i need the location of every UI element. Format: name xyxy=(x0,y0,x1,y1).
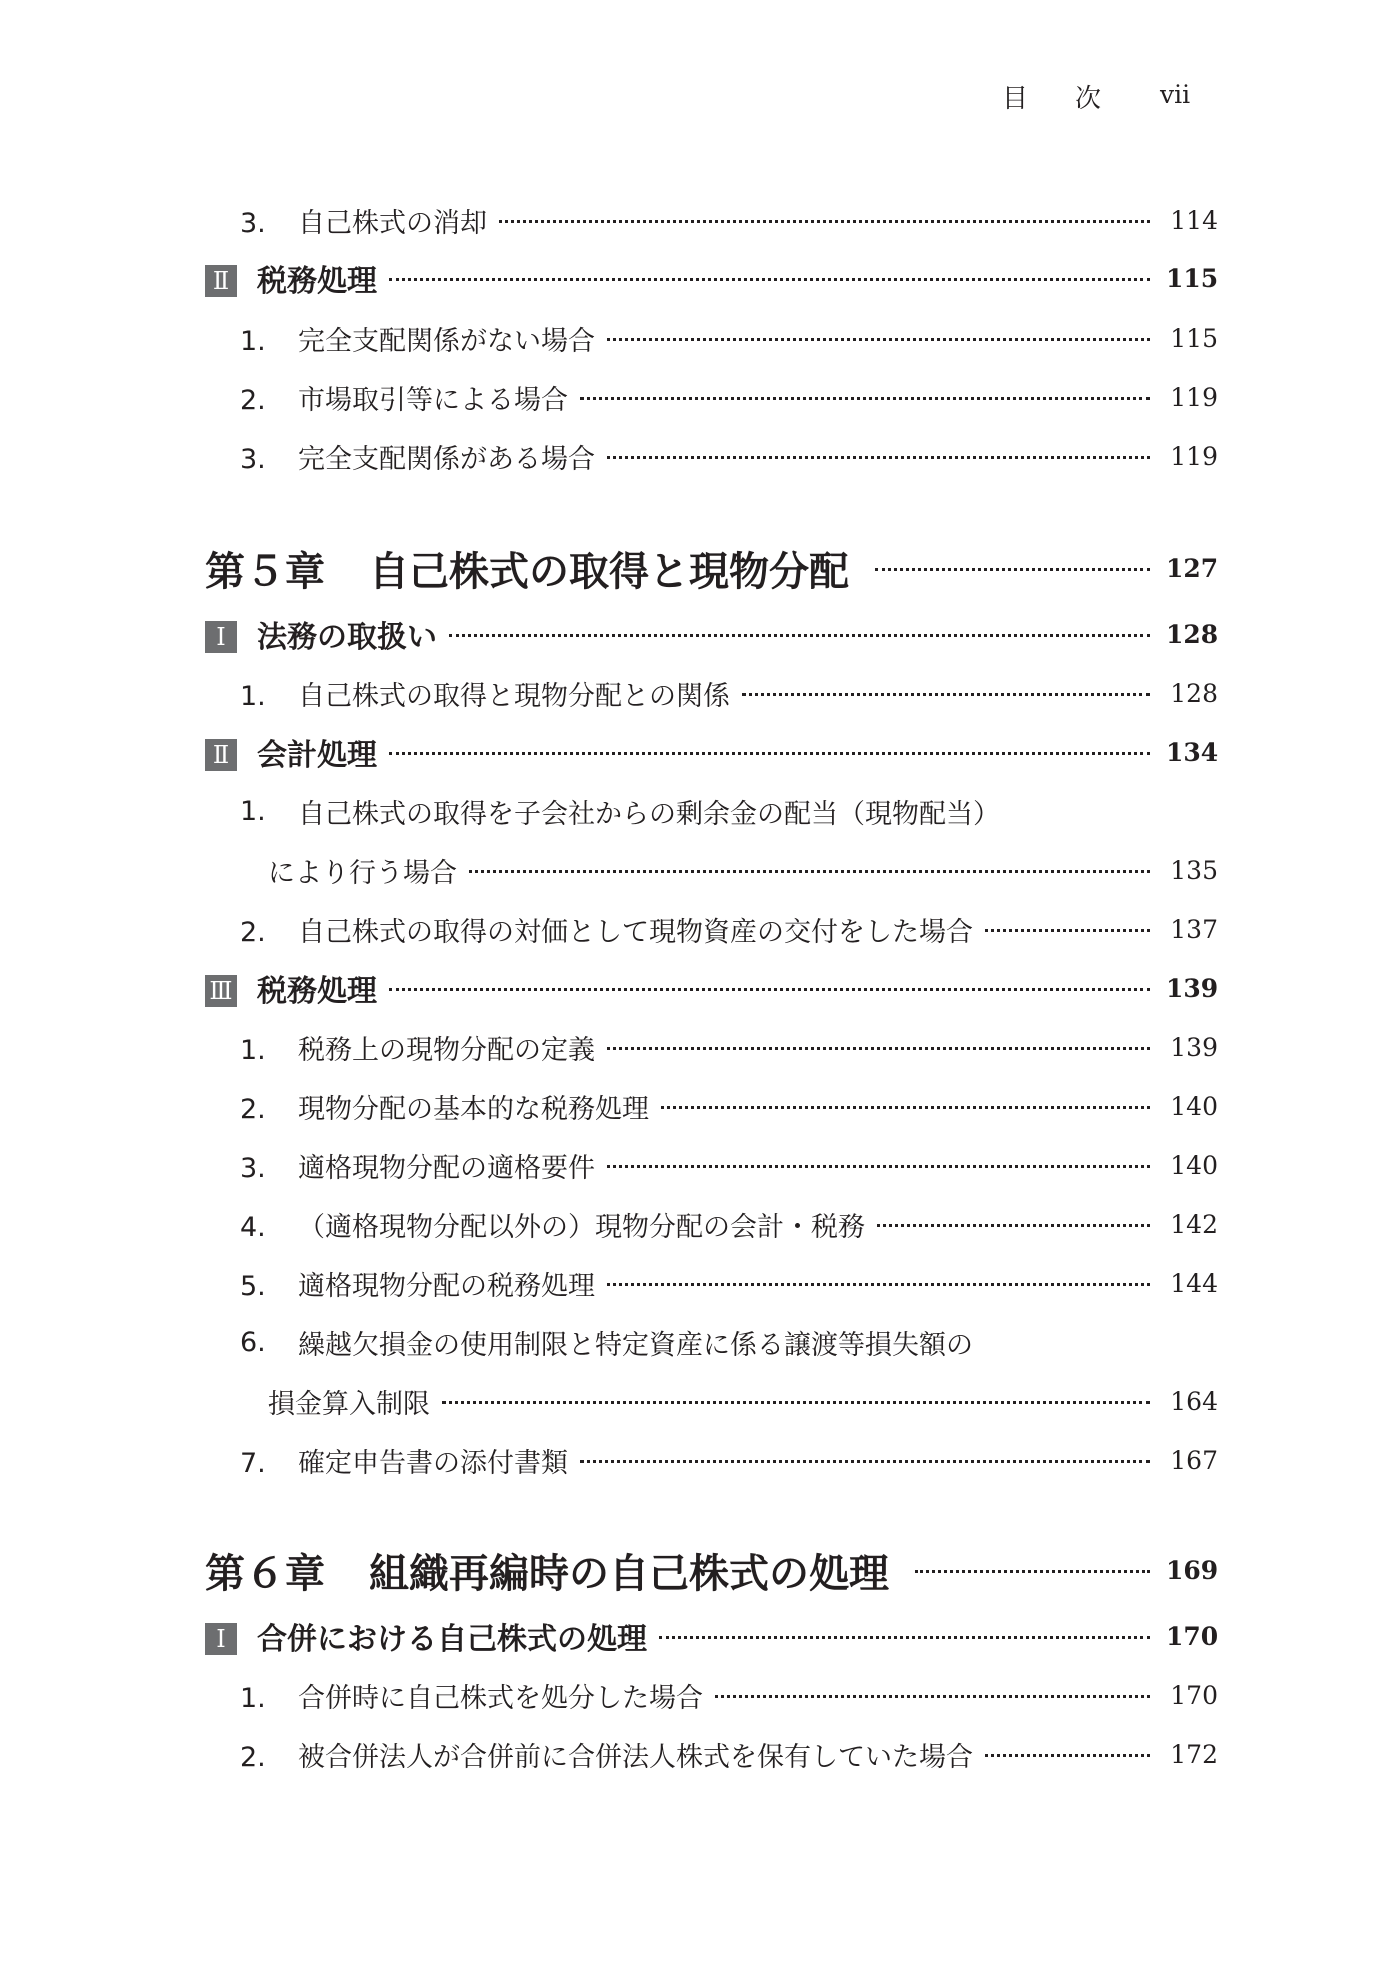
toc-item[interactable] xyxy=(240,1732,1218,1776)
toc-page-number: 140 xyxy=(1170,1091,1218,1121)
toc-page-number: 170 xyxy=(1170,1680,1218,1710)
toc-page-number: 139 xyxy=(1170,1032,1218,1062)
dot-leader xyxy=(580,397,1150,400)
toc-item[interactable] xyxy=(240,1202,1218,1246)
toc-item[interactable] xyxy=(240,1025,1218,1069)
dot-leader xyxy=(389,278,1150,281)
toc-item-title: 税務上の現物分配の定義 xyxy=(298,1034,595,1066)
toc-section-title: 税務処理 xyxy=(257,974,377,1009)
toc-page-number: 172 xyxy=(1170,1739,1218,1769)
toc-item-first-line[interactable] xyxy=(240,1320,973,1364)
toc-section[interactable] xyxy=(205,730,1218,774)
toc-page-number: 134 xyxy=(1166,737,1219,767)
toc-item-number: 2. xyxy=(240,1093,266,1125)
dot-leader xyxy=(877,1224,1150,1227)
toc-item[interactable] xyxy=(240,1084,1218,1128)
toc-item-number: 2. xyxy=(240,916,266,948)
toc-section[interactable] xyxy=(205,612,1218,656)
toc-item-number: 2. xyxy=(240,384,266,416)
toc-item-title: 完全支配関係がある場合 xyxy=(298,443,595,475)
toc-item-title-continued: により行う場合 xyxy=(268,857,457,889)
toc-item-continuation[interactable] xyxy=(268,1379,1218,1423)
toc-item-number: 1. xyxy=(240,680,266,712)
dot-leader xyxy=(607,1047,1150,1050)
toc-page-number: 142 xyxy=(1170,1209,1218,1239)
dot-leader xyxy=(661,1106,1150,1109)
dot-leader xyxy=(580,1460,1150,1463)
dot-leader xyxy=(742,693,1150,696)
toc-item[interactable] xyxy=(240,907,1218,951)
toc-section-title: 法務の取扱い xyxy=(257,620,437,655)
toc-page-number: 119 xyxy=(1170,441,1218,471)
toc-item-title: 自己株式の消却 xyxy=(298,207,487,239)
section-roman-badge: Ⅲ xyxy=(205,975,237,1007)
toc-page-number: 144 xyxy=(1170,1268,1218,1298)
toc-page-number: 139 xyxy=(1166,973,1219,1003)
chapter-title: 自己株式の取得と現物分配 xyxy=(369,548,849,595)
toc-item-title: 合併時に自己株式を処分した場合 xyxy=(298,1682,703,1714)
toc-item-first-line[interactable] xyxy=(240,789,1000,833)
toc-section[interactable] xyxy=(205,966,1218,1010)
section-roman-badge: Ⅰ xyxy=(205,621,237,653)
toc-page-number: 114 xyxy=(1170,205,1218,235)
toc-page-number: 115 xyxy=(1170,323,1218,353)
toc-page-number: 167 xyxy=(1170,1445,1218,1475)
toc-chapter[interactable] xyxy=(205,1540,1218,1600)
dot-leader xyxy=(607,1165,1150,1168)
toc-item-title-continued: 損金算入制限 xyxy=(268,1388,430,1420)
toc-item[interactable] xyxy=(240,671,1218,715)
dot-leader xyxy=(449,634,1150,637)
dot-leader xyxy=(985,929,1150,932)
dot-leader xyxy=(607,456,1150,459)
dot-leader xyxy=(607,1283,1150,1286)
toc-item[interactable] xyxy=(240,316,1218,360)
section-roman-badge: Ⅱ xyxy=(205,265,237,297)
dot-leader xyxy=(499,220,1150,223)
toc-item-number: 3. xyxy=(240,1152,266,1184)
dot-leader xyxy=(442,1401,1150,1404)
toc-item[interactable] xyxy=(240,375,1218,419)
toc-item-title: （適格現物分配以外の）現物分配の会計・税務 xyxy=(298,1211,865,1243)
toc-page-number: 170 xyxy=(1166,1621,1219,1651)
toc-page-number: 127 xyxy=(1166,553,1219,583)
toc-chapter[interactable] xyxy=(205,538,1218,598)
dot-leader xyxy=(389,988,1150,991)
toc-item-number: 5. xyxy=(240,1270,266,1302)
toc-section[interactable] xyxy=(205,1614,1218,1658)
toc-page-number: 169 xyxy=(1166,1555,1219,1585)
toc-item-continuation[interactable] xyxy=(268,848,1218,892)
section-roman-badge: Ⅰ xyxy=(205,1623,237,1655)
dot-leader xyxy=(715,1695,1150,1698)
toc-item[interactable] xyxy=(240,1438,1218,1482)
toc-section-title: 会計処理 xyxy=(257,738,377,773)
toc-item-number: 3. xyxy=(240,207,266,239)
toc-item-title: 市場取引等による場合 xyxy=(298,384,568,416)
toc-item-title: 現物分配の基本的な税務処理 xyxy=(298,1093,649,1125)
toc-item-title: 繰越欠損金の使用制限と特定資産に係る譲渡等損失額の xyxy=(298,1329,973,1361)
toc-item-number: 1. xyxy=(240,1034,266,1066)
section-roman-badge: Ⅱ xyxy=(205,739,237,771)
chapter-title: 組織再編時の自己株式の処理 xyxy=(369,1550,889,1597)
toc-item-title: 完全支配関係がない場合 xyxy=(298,325,595,357)
toc-item-number: 2. xyxy=(240,1741,266,1773)
toc-item-title: 自己株式の取得を子会社からの剰余金の配当（現物配当） xyxy=(298,798,1000,830)
chapter-number: 第５章 xyxy=(205,548,325,595)
toc-page-number: 135 xyxy=(1170,855,1218,885)
toc-section-title: 合併における自己株式の処理 xyxy=(257,1622,647,1657)
running-header-title: 目次 xyxy=(1002,84,1149,114)
toc-item-title: 自己株式の取得と現物分配との関係 xyxy=(298,680,730,712)
dot-leader xyxy=(389,752,1150,755)
toc-item-title: 被合併法人が合併前に合併法人株式を保有していた場合 xyxy=(298,1741,973,1773)
running-header xyxy=(0,78,1400,118)
toc-item-title: 適格現物分配の税務処理 xyxy=(298,1270,595,1302)
toc-item[interactable] xyxy=(240,1261,1218,1305)
toc-item-number: 3. xyxy=(240,443,266,475)
toc-item[interactable] xyxy=(240,1143,1218,1187)
toc-item-number: 1. xyxy=(240,795,266,827)
dot-leader xyxy=(875,568,1150,571)
toc-item[interactable] xyxy=(240,1673,1218,1717)
toc-item-title: 適格現物分配の適格要件 xyxy=(298,1152,595,1184)
dot-leader xyxy=(469,870,1150,873)
toc-page-number: 128 xyxy=(1166,619,1219,649)
dot-leader xyxy=(985,1754,1150,1757)
toc-item-title: 自己株式の取得の対価として現物資産の交付をした場合 xyxy=(298,916,973,948)
toc-page-number: 137 xyxy=(1170,914,1218,944)
toc-item-number: 6. xyxy=(240,1326,266,1358)
dot-leader xyxy=(915,1570,1150,1573)
toc-page-number: 140 xyxy=(1170,1150,1218,1180)
toc-page-number: 128 xyxy=(1170,678,1218,708)
toc-page-number: 164 xyxy=(1170,1386,1218,1416)
running-header-page-number: vii xyxy=(1160,80,1191,109)
toc-item-number: 1. xyxy=(240,325,266,357)
toc-page-number: 119 xyxy=(1170,382,1218,412)
toc-item-number: 7. xyxy=(240,1447,266,1479)
toc-item-number: 1. xyxy=(240,1682,266,1714)
toc-item[interactable] xyxy=(240,198,1218,242)
chapter-number: 第６章 xyxy=(205,1550,325,1597)
dot-leader xyxy=(659,1636,1150,1639)
dot-leader xyxy=(607,338,1150,341)
toc-page-number: 115 xyxy=(1166,263,1219,293)
toc-section[interactable] xyxy=(205,256,1218,300)
toc-item[interactable] xyxy=(240,434,1218,478)
toc-item-number: 4. xyxy=(240,1211,266,1243)
toc-item-title: 確定申告書の添付書類 xyxy=(298,1447,568,1479)
toc-section-title: 税務処理 xyxy=(257,264,377,299)
